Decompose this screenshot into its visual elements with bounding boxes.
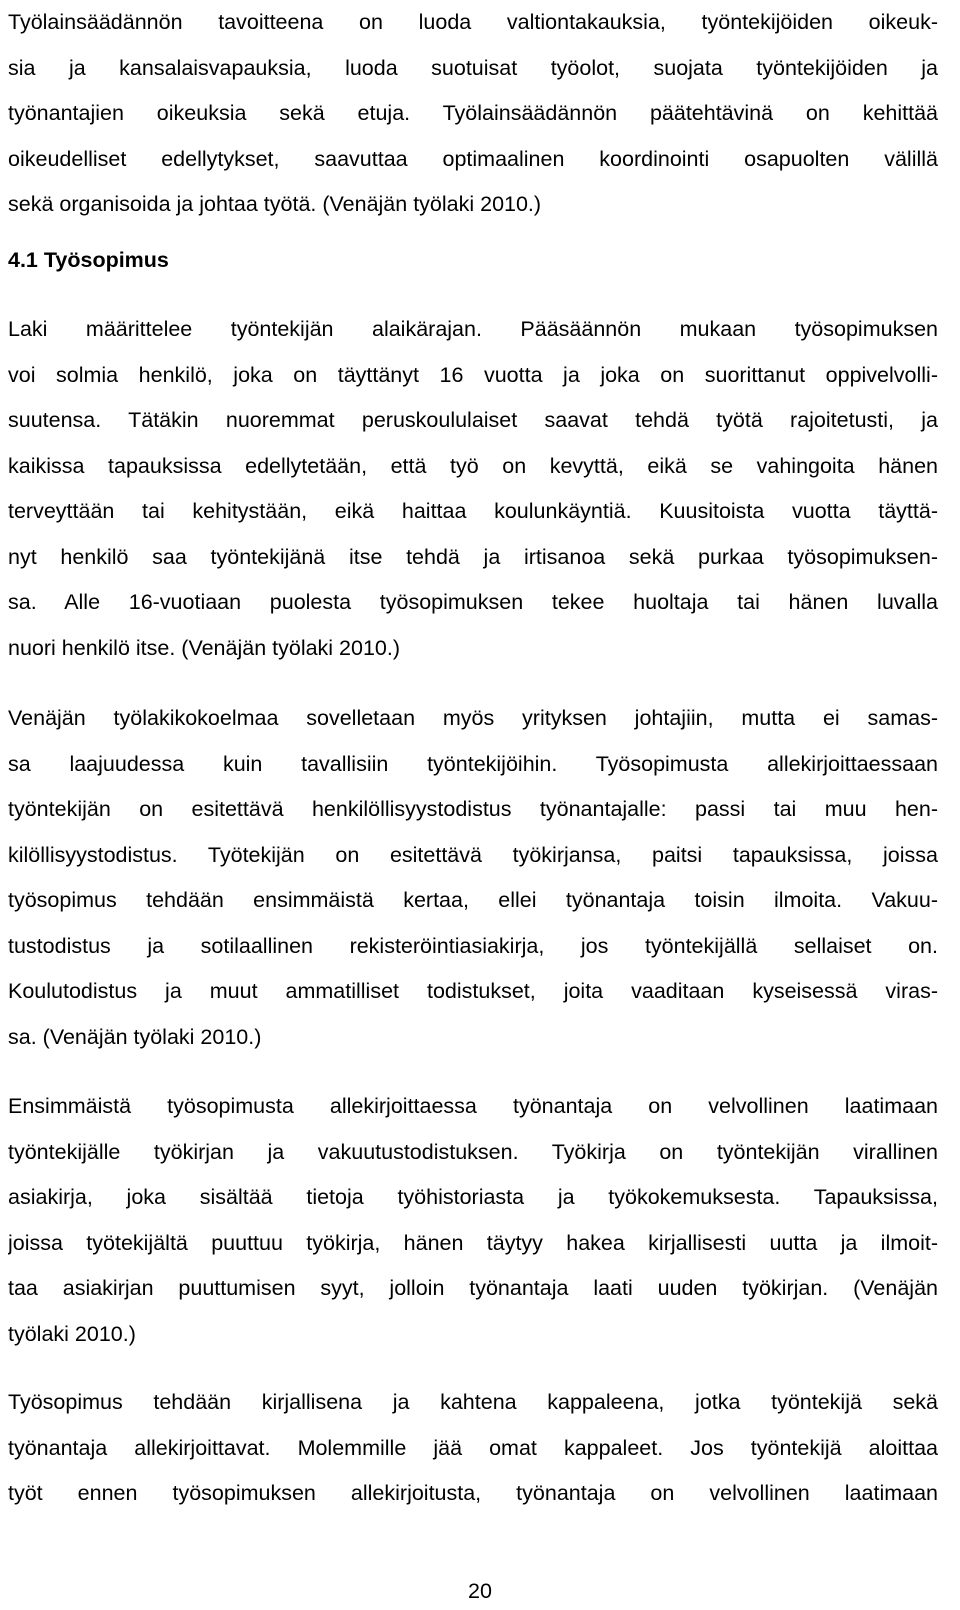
paragraph-1 [8,0,938,228]
text-line: sa. Alle 16-vuotiaan puolesta työsopimuksen tekee huoltaja tai hänen luvalla [8,590,938,614]
text-line: voi solmia henkilö, joka on täyttänyt 16 vuotta ja joka on suorittanut oppivelvolli- [8,362,938,387]
text-line: oikeudelliset edellytykset, saavuttaa optimaalinen koordinointi osapuolten välillä [8,146,938,171]
text-line: suutensa. Tätäkin nuoremmat peruskoululaiset saavat tehdä työtä rajoitetusti, ja [8,408,938,432]
text-line: Ensimmäistä työsopimusta allekirjoittaessa työnantaja on velvollinen laatimaan [8,1094,938,1118]
paragraph-4 [8,1084,938,1357]
section-heading: 4.1 Työsopimus [8,248,169,272]
text-line: kaikissa tapauksissa edellytetään, että työ on kevyttä, eikä se vahingoita hänen [8,453,938,478]
text-line: taa asiakirjan puuttumisen syyt, jolloin työnantaja laati uuden työkirjan. (Venäjän [8,1276,938,1300]
text-line: työsopimus tehdään ensimmäistä kertaa, ellei työnantaja toisin ilmoita. Vakuu- [8,888,938,912]
text-line: työnantaja allekirjoittavat. Molemmille jää omat kappaleet. Jos työntekijä aloittaa [8,1435,938,1460]
text-line: nuori henkilö itse. (Venäjän työlaki 2010.) [8,635,401,660]
text-line: kilöllisyystodistus. Työtekijän on esitettävä työkirjansa, paitsi tapauksissa, joissa [8,842,938,867]
text-line: työntekijälle työkirjan ja vakuutustodistuksen. Työkirja on työntekijän virallinen [8,1139,938,1164]
text-line: Laki määrittelee työntekijän alaikärajan. Pääsäännön mukaan työsopimuksen [8,317,938,341]
text-line: sa laajuudessa kuin tavallisiin työntekijöihin. Työsopimusta allekirjoittaessaan [8,751,938,776]
text-line: tustodistus ja sotilaallinen rekisteröintiasiakirja, jos työntekijällä sellaiset on. [8,933,938,958]
text-line: Työlainsäädännön tavoitteena on luoda valtiontakauksia, työntekijöiden oikeuk- [8,10,938,34]
paragraph-5 [8,1380,938,1517]
text-line: Työsopimus tehdään kirjallisena ja kahtena kappaleena, jotka työntekijä sekä [8,1390,938,1414]
text-line: Venäjän työlakikokoelmaa sovelletaan myös yrityksen johtajiin, mutta ei samas- [8,706,938,730]
text-line: työt ennen työsopimuksen allekirjoitusta, työnantaja on velvollinen laatimaan [8,1481,938,1505]
paragraph-2 [8,307,938,671]
text-line: sa. (Venäjän työlaki 2010.) [8,1024,262,1049]
page-number: 20 [468,1579,492,1603]
text-line: nyt henkilö saa työntekijänä itse tehdä ja irtisanoa sekä purkaa työsopimuksen- [8,544,938,569]
text-line: työnantajien oikeuksia sekä etuja. Työlainsäädännön päätehtävinä on kehittää [8,101,938,125]
text-line: asiakirja, joka sisältää tietoja työhistoriasta ja työkokemuksesta. Tapauksissa, [8,1185,938,1209]
text-line: terveyttään tai kehitystään, eikä haittaa koulunkäyntiä. Kuusitoista vuotta täyttä- [8,499,938,523]
paragraph-3 [8,696,938,1060]
text-line: työntekijän on esitettävä henkilöllisyystodistus työnantajalle: passi tai muu hen- [8,797,938,821]
text-line: Koulutodistus ja muut ammatilliset todistukset, joita vaaditaan kyseisessä viras- [8,979,938,1003]
text-line: sia ja kansalaisvapauksia, luoda suotuisat työolot, suojata työntekijöiden ja [8,55,938,80]
text-line: joissa työtekijältä puuttuu työkirja, hänen täytyy hakea kirjallisesti uutta ja ilmoit- [8,1230,938,1255]
text-line: työlaki 2010.) [8,1321,136,1346]
text-line: sekä organisoida ja johtaa työtä. (Venäjän työlaki 2010.) [8,192,542,216]
